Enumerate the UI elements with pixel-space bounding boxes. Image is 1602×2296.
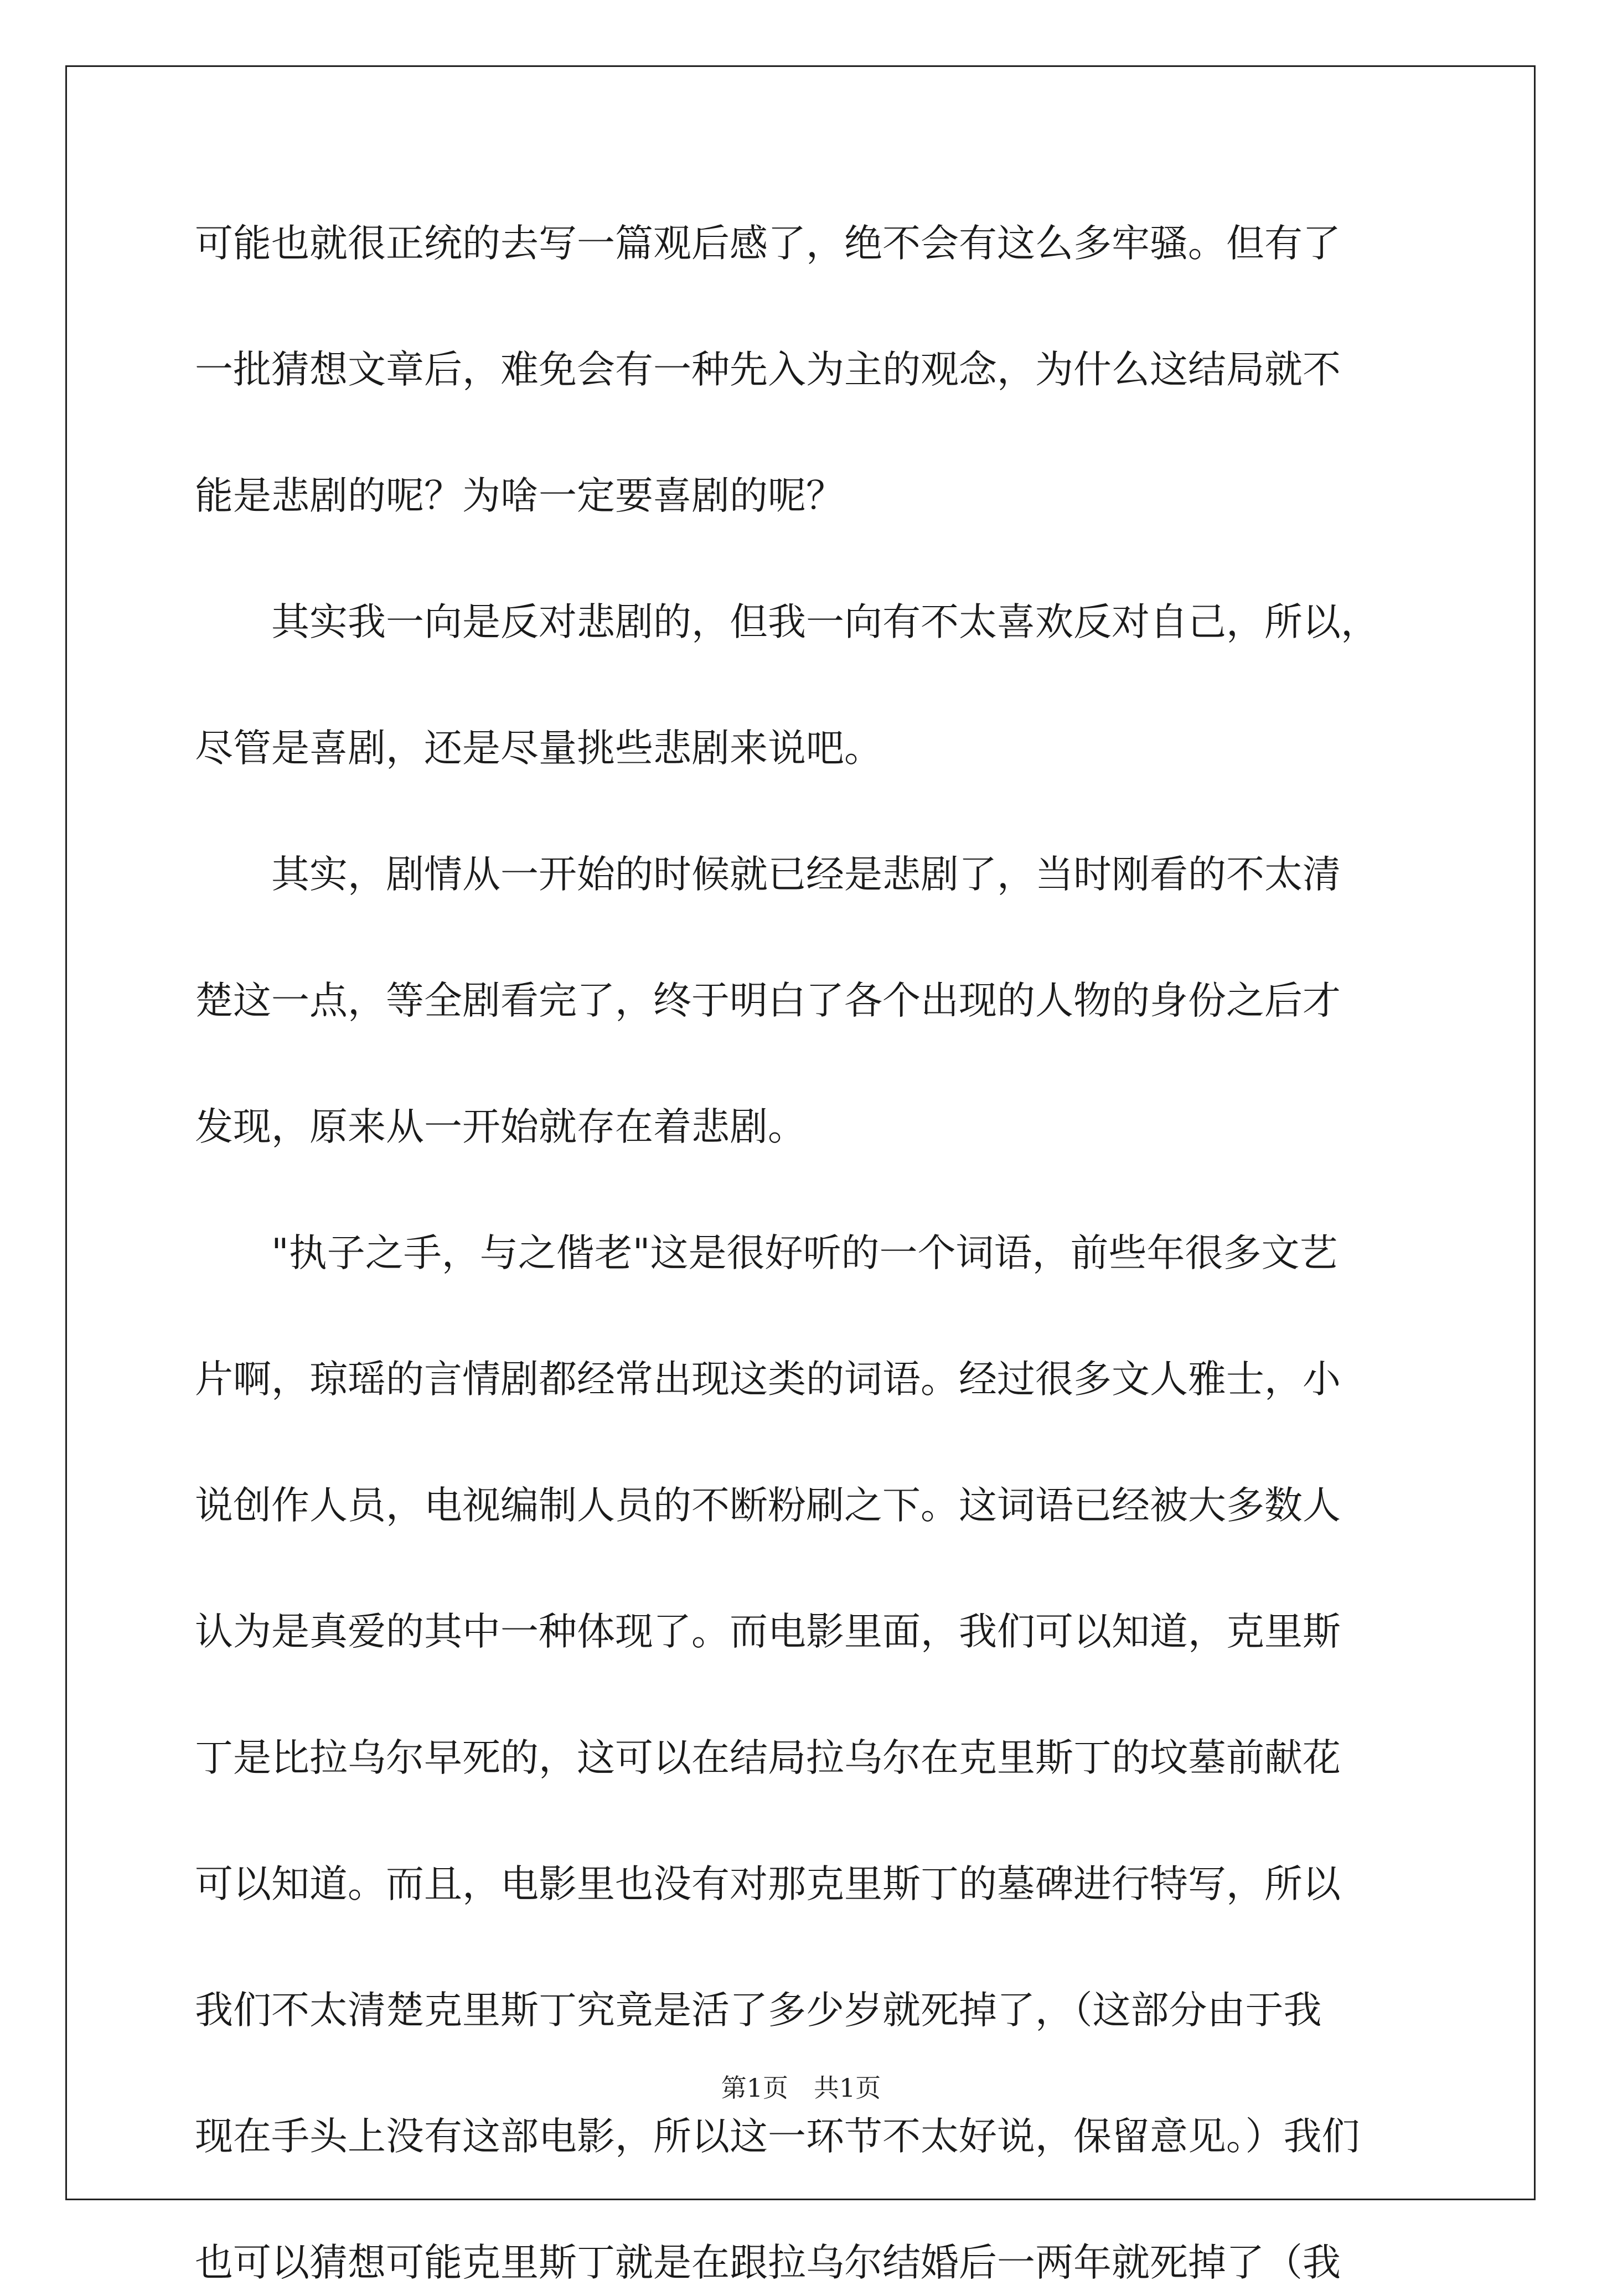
text-line: 丁是比拉乌尔早死的，这可以在结局拉乌尔在克里斯丁的坟墓前献花 — [195, 1736, 1341, 1780]
text-line: 我们不太清楚克里斯丁究竟是活了多少岁就死掉了，（这部分由于我 — [195, 1988, 1322, 2033]
text-line: 现在手头上没有这部电影，所以这一环节不太好说，保留意见。）我们 — [195, 2114, 1360, 2159]
text-line: 说创作人员，电视编制人员的不断粉刷之下。这词语已经被大多数人 — [195, 1483, 1341, 1528]
text-line: 一批猜想文章后，难免会有一种先入为主的观念，为什么这结局就不 — [195, 348, 1341, 392]
text-line: 也可以猜想可能克里斯丁就是在跟拉乌尔结婚后一两年就死掉了（我 — [195, 2241, 1341, 2285]
text-line: 能是悲剧的呢？为啥一定要喜剧的呢？ — [195, 474, 844, 518]
text-line: 可以知道。而且，电影里也没有对那克里斯丁的墓碑进行特写，所以 — [195, 1862, 1341, 1906]
text-line: 认为是真爱的其中一种体现了。而电影里面，我们可以知道，克里斯 — [195, 1610, 1341, 1654]
text-line: 楚这一点，等全剧看完了，终于明白了各个出现的人物的身份之后才 — [195, 979, 1341, 1023]
text-line: 尽管是喜剧，还是尽量挑些悲剧来说吧。 — [195, 726, 882, 770]
page-number-label: 第1页 共1页 — [721, 2073, 881, 2103]
text-line: 可能也就很正统的去写一篇观后感了，绝不会有这么多牢骚。但有了 — [195, 221, 1341, 266]
text-line: 其实我一向是反对悲剧的，但我一向有不太喜欢反对自己，所以， — [195, 600, 1379, 644]
text-line: 其实，剧情从一开始的时候就已经是悲剧了，当时刚看的不太清 — [195, 852, 1341, 897]
text-line: "执子之手，与之偕老"这是很好听的一个词语，前些年很多文艺 — [195, 1231, 1338, 1275]
text-line: 片啊，琼瑶的言情剧都经常出现这类的词语。经过很多文人雅士，小 — [195, 1357, 1341, 1402]
page-footer — [0, 2071, 1602, 2104]
text-line: 发现，原来从一开始就存在着悲剧。 — [195, 1105, 806, 1149]
